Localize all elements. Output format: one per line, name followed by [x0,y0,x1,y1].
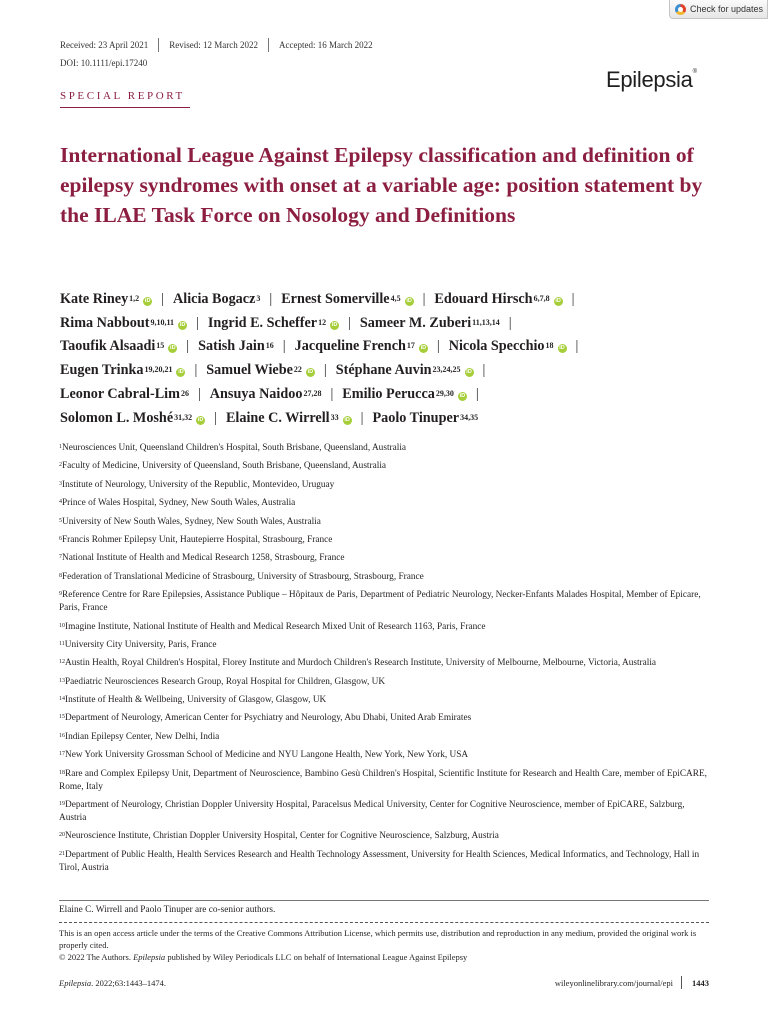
affiliation-text: Reference Centre for Rare Epilepsies, Assistance Publique – Hôpitaux de Paris, Department of Pediatric Neurology, Necker-Enfants Malades Hospital, Member of Epicare, Paris, France [59,590,701,614]
author-name: Eugen Trinka [60,362,144,379]
author-name: Ansuya Naidoo [209,385,303,402]
author[interactable] [372,410,478,426]
license-text: This is an open access article under the terms of the Creative Commons Attribution License, which permits use, distribution and reproduction in any medium, provided the original work is properly cited. [59,928,697,950]
author-separator: | [348,314,351,331]
author[interactable] [295,338,428,354]
author[interactable] [281,291,413,307]
author-separator: | [194,362,198,379]
citation-journal: Epilepsia [59,978,92,988]
author-affiliation-refs: 15 [156,341,165,351]
author-line [60,383,720,407]
author-separator: | [161,291,165,307]
author-line [60,312,720,336]
affiliation-item [59,516,709,529]
affiliation-text: Francis Rohmer Epilepsy Unit, Hautepierre Hospital, Strasbourg, France [62,534,333,545]
author-line [60,288,720,312]
section-label-underline [60,107,190,108]
author[interactable] [206,362,315,378]
affiliation-item [59,534,709,547]
revised-date: Revised: 12 March 2022 [169,40,258,50]
copyright-text [59,951,709,963]
affiliation-text: Institute of Neurology, University of the Republic, Montevideo, Uruguay [62,479,335,490]
affiliation-number: 18 [59,769,65,776]
author-list [60,288,720,430]
orcid-icon[interactable]: iD [459,392,466,399]
author-name: Emilio Perucca [342,385,435,402]
orcid-icon[interactable]: iD [197,416,204,423]
affiliation-number: 12 [59,659,65,666]
journal-url-link[interactable]: wileyonlinelibrary.com/journal/epi [554,978,673,988]
affiliation-item [59,460,709,473]
author-separator: | [197,385,201,402]
affiliation-item [59,799,709,825]
affiliation-item [59,479,709,492]
author[interactable] [208,315,339,331]
affiliation-item [59,589,709,615]
affiliation-text: University of New South Wales, Sydney, New South Wales, Australia [62,516,321,527]
author-name: Elaine C. Wirrell [225,409,330,426]
received-date: Received: 23 April 2021 [60,40,149,50]
author-name: Nicola Specchio [448,338,545,355]
author[interactable] [226,410,352,426]
registered-mark: ® [692,69,697,75]
author-affiliation-refs: 6,7,8 [533,294,550,303]
author-name: Sameer M. Zuberi [359,314,472,331]
affiliation-item [59,849,709,875]
affiliation-item [59,657,709,670]
author-name: Taoufik Alsaadi [60,338,156,355]
author-name: Stéphane Auvin [335,362,432,379]
affiliation-text: University City University, Paris, France [64,639,217,650]
author-name: Samuel Wiebe [206,362,293,379]
author-separator: | [508,314,512,331]
affiliation-item [59,497,709,510]
affiliation-number: 7 [59,554,62,561]
affiliation-number: 3 [59,480,62,487]
author-separator: | [269,291,273,307]
affiliation-item [59,830,709,843]
author-affiliation-refs: 11,13,14 [472,317,500,327]
affiliation-number: 17 [59,751,65,758]
orcid-icon[interactable]: iD [170,345,176,352]
affiliation-number: 15 [59,714,65,721]
copyright-suffix: published by Wiley Periodicals LLC on behalf of International League Against Epilepsy [165,952,468,962]
author[interactable] [173,291,260,307]
citation-details: . 2022;63:1443–1474. [91,978,166,988]
affiliation-text: Department of Public Health, Health Services Research and Health Technology Assessment, University for Health Sciences, Medical Informatics, and Technology, Hall in Tirol, Austria [59,849,700,873]
author[interactable] [60,338,177,354]
doi[interactable]: DOI: 10.1111/epi.17240 [60,58,148,68]
author[interactable] [60,410,205,426]
author[interactable] [449,338,567,354]
author-separator: | [436,338,440,355]
author-separator: | [475,385,479,402]
affiliation-text: Austin Health, Royal Children's Hospital, Florey Institute and Murdoch Children's Research Institute, University of Melbourne, Melbourne, Victoria, Australia [65,658,657,669]
orcid-icon[interactable]: iD [555,298,561,304]
affiliation-text: New York University Grossman School of Medicine and NYU Langone Health, New York, New York, USA [65,750,469,761]
author-affiliation-refs: 12 [318,317,327,327]
affiliation-item [59,712,709,725]
orcid-icon[interactable]: iD [406,298,412,304]
author-separator: | [422,291,426,307]
affiliation-text: Neurosciences Unit, Queensland Children's Hospital, South Brisbane, Queensland, Australia [62,443,407,453]
divider [59,900,709,901]
author-separator: | [575,338,579,355]
affiliation-text: Institute of Health & Wellbeing, University of Glasgow, Glasgow, UK [65,695,327,706]
affiliation-item [59,731,709,744]
author-separator: | [330,385,334,402]
affiliation-item [59,694,709,707]
author-affiliation-refs: 1,2 [129,294,140,303]
affiliation-list [59,442,709,880]
author-affiliation-refs: 17 [406,341,415,351]
author-line [60,407,720,431]
author-name: Leonor Cabral-Lim [60,385,180,402]
author[interactable] [360,315,500,331]
affiliation-number: 2 [59,462,62,469]
orcid-icon[interactable]: iD [559,345,565,352]
author-separator: | [360,409,364,426]
affiliation-text: Prince of Wales Hospital, Sydney, New South Wales, Australia [62,498,296,509]
affiliation-text: Department of Neurology, Christian Doppler University Hospital, Paracelsus Medical University, Center for Cognitive Neuroscience, member of EpiCARE, Salzburg, Austria [59,800,685,824]
affiliation-item [59,676,709,689]
affiliation-text: Rare and Complex Epilepsy Unit, Department of Neuroscience, Bambino Gesù Children's Hospital, Scientific Institute for Research and Health Care, member of EpiCARE, Rome, Italy [59,768,707,792]
affiliation-text: Federation of Translational Medicine of Strasbourg, University of Strasbourg, Strasbourg, France [62,571,424,582]
orcid-icon[interactable]: iD [344,416,350,423]
affiliation-number: 9 [59,591,62,598]
author-affiliation-refs: 26 [180,388,189,398]
author[interactable] [210,386,322,402]
author-affiliation-refs: 34,35 [460,412,479,422]
orcid-icon[interactable]: iD [144,298,151,304]
author-name: Ernest Somerville [281,291,390,307]
affiliation-text: Paediatric Neurosciences Research Group, Royal Hospital for Children, Glasgow, UK [65,676,386,687]
affiliation-number: 1 [59,444,62,450]
author-affiliation-refs: 18 [545,341,554,351]
affiliation-number: 5 [59,517,62,524]
author-separator: | [571,291,575,307]
author-affiliation-refs: 27,28 [303,388,322,398]
orcid-icon[interactable]: iD [420,345,427,352]
author-affiliation-refs: 3 [256,294,261,303]
affiliation-item [59,442,709,455]
orcid-icon[interactable]: iD [331,321,338,328]
page-divider [681,976,682,989]
author[interactable] [60,315,187,331]
affiliation-number: 6 [59,535,62,542]
author-affiliation-refs: 4,5 [390,294,401,303]
date-divider [158,38,159,52]
crossmark-icon [675,4,686,15]
author[interactable] [336,362,474,378]
accepted-date: Accepted: 16 March 2022 [278,40,373,50]
author-separator: | [282,338,286,355]
author[interactable] [434,291,562,307]
check-for-updates-button[interactable] [669,0,768,19]
affiliation-item [59,749,709,762]
affiliation-item [59,768,709,794]
orcid-icon[interactable]: iD [179,321,186,328]
author-affiliation-refs: 16 [265,341,274,351]
affiliation-number: 4 [59,499,62,506]
journal-logo-text: Epilepsia [606,67,693,92]
affiliation-number: 14 [59,696,65,703]
author[interactable] [198,338,274,354]
author-affiliation-refs: 31,32 [174,412,193,422]
orcid-icon[interactable]: iD [307,369,314,376]
affiliation-text: Imagine Institute, National Institute of Health and Medical Research Mixed Unit of Research 1163, Paris, France [65,621,486,632]
affiliation-number: 10 [59,622,65,629]
journal-logo [606,67,697,93]
affiliation-text: National Institute of Health and Medical Research 1258, Strasbourg, France [62,553,345,564]
affiliation-text: Department of Neurology, American Center for Psychiatry and Neurology, Abu Dhabi, United Arab Emirates [65,713,472,724]
author[interactable] [60,386,189,402]
affiliation-number: 8 [59,572,62,579]
author-separator: | [186,338,190,355]
co-senior-note: Elaine C. Wirrell and Paolo Tinuper are co-senior authors. [59,905,276,915]
author-affiliation-refs: 19,20,21 [144,365,173,375]
author-separator: | [196,314,199,331]
affiliation-text: Indian Epilepsy Center, New Delhi, India [65,731,220,742]
affiliation-number: 16 [59,732,65,739]
affiliation-text: Faculty of Medicine, University of Queensland, South Brisbane, Queensland, Australia [62,461,387,472]
affiliation-number: 11 [59,640,65,647]
affiliation-item [59,571,709,584]
author[interactable] [342,386,467,402]
section-label: SPECIAL REPORT [60,90,185,102]
date-divider [268,38,269,52]
check-for-updates-label: Check for updates [690,4,764,14]
affiliation-number: 20 [59,832,65,839]
author-separator: | [323,362,327,379]
author-name: Alicia Bogacz [173,291,256,307]
author-name: Ingrid E. Scheffer [207,314,318,331]
author-name: Kate Riney [60,291,129,307]
affiliation-item [59,639,709,652]
author-name: Paolo Tinuper [372,409,460,426]
author-affiliation-refs: 23,24,25 [432,365,461,375]
author-line [60,359,720,383]
copyright-prefix: © 2022 The Authors. [59,952,134,962]
orcid-icon[interactable]: iD [178,369,184,376]
affiliation-item [59,621,709,634]
author-affiliation-refs: 29,30 [435,388,454,398]
author-separator: | [214,409,217,426]
author[interactable] [60,362,185,378]
citation [59,978,166,988]
orcid-icon[interactable]: iD [466,369,472,376]
license-notice [59,927,709,963]
author-name: Satish Jain [198,338,265,355]
dashed-divider [59,922,709,923]
author-separator: | [482,362,486,379]
copyright-journal: Epilepsia [133,952,166,962]
author-line [60,335,720,359]
article-dates [60,38,373,52]
author-name: Jacqueline French [294,338,406,355]
affiliation-text: Neuroscience Institute, Christian Doppler University Hospital, Center for Cognitive Neuroscience, Salzburg, Austria [65,831,499,842]
author-affiliation-refs: 9,10,11 [150,317,175,327]
affiliation-item [59,552,709,565]
affiliation-number: 13 [59,677,65,684]
author-affiliation-refs: 22 [293,365,302,375]
author-name: Solomon L. Moshé [60,409,174,426]
affiliation-number: 21 [59,850,65,857]
article-title: International League Against Epilepsy classification and definition of epilepsy syndromes with onset at a variable age: position statement by the ILAE Task Force on Nosology and Definitions [60,143,703,227]
author-name: Rima Nabbout [60,314,150,331]
author-affiliation-refs: 33 [330,412,339,422]
author[interactable] [60,291,152,307]
affiliation-number: 19 [59,801,65,808]
page-number: 1443 [692,978,709,988]
author-name: Edouard Hirsch [434,291,533,307]
